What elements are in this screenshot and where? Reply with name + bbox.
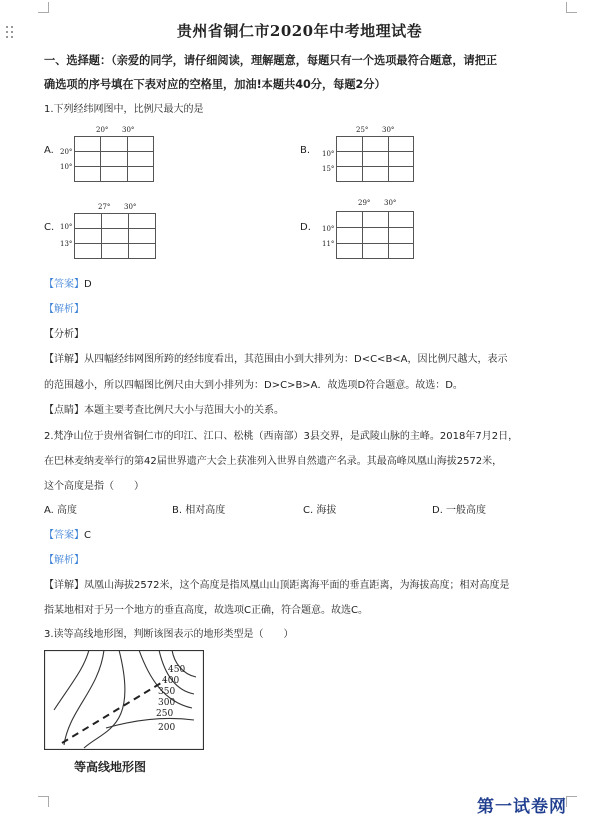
grid-left-label: 15°	[322, 165, 335, 173]
lat-lon-grid	[336, 136, 414, 182]
option-a: A. 高度	[44, 505, 78, 516]
detail-text: 凤凰山海拔2572米，这个高度是指凤凰山山顶距离海平面的垂直距离，为海拔高度；相对高度是	[84, 580, 510, 591]
detail-line-1	[44, 348, 574, 371]
section-heading-line1: 一、选择题：（亲爱的同学，请仔细阅读，理解题意，每题只有一个选项最符合题意，请把正	[44, 54, 498, 67]
page-title: 贵州省铜仁市2020年中考地理试卷	[176, 22, 423, 40]
option-a-label: A.	[44, 145, 54, 156]
grid-map-d	[318, 199, 418, 263]
option-d: D. 一般高度	[432, 505, 487, 516]
answer-tag: 【答案】	[44, 530, 84, 541]
contour-label: 300	[158, 698, 176, 708]
contour-label: 250	[156, 709, 174, 719]
grid-map-a	[60, 126, 160, 186]
contour-label: 400	[162, 676, 180, 686]
grid-map-c	[60, 203, 160, 263]
contour-label: 350	[158, 687, 176, 697]
detail-line-2: 指某地相对于另一个地方的垂直高度，故选项C正确，符合题意。故选C。	[44, 605, 368, 616]
answer-tag: 【答案】	[44, 279, 84, 290]
detail-tag: 【详解】	[44, 580, 84, 591]
grid-top-label: 27°	[98, 203, 111, 211]
grid-left-label: 20°	[60, 148, 73, 156]
watermark-logo: 第一试卷网	[477, 797, 567, 817]
contour-label: 450	[168, 665, 186, 675]
grid-left-label: 10°	[60, 223, 73, 231]
detail-text: 从四幅经纬网图所跨的经纬度看出，其范围由小到大排列为：D<C<B<A，因比例尺越大，表示	[84, 354, 508, 365]
lat-lon-grid	[336, 211, 414, 259]
grid-top-label: 29°	[358, 199, 371, 207]
grid-left-label: 10°	[60, 163, 73, 171]
grid-left-label: 13°	[60, 240, 73, 248]
fenxi-tag: 【分析】	[44, 329, 84, 340]
grid-top-label: 30°	[382, 126, 395, 134]
tip-tag: 【点睛】	[44, 405, 84, 416]
figure-caption: 等高线地形图	[74, 760, 147, 774]
option-b-label: B.	[300, 145, 311, 156]
contour-label: 200	[158, 723, 176, 733]
answer-line	[44, 524, 574, 547]
option-d-label: D.	[300, 222, 311, 233]
page-corner-mark	[38, 2, 49, 13]
option-c: C. 海拔	[303, 505, 337, 516]
grid-top-label: 30°	[122, 126, 135, 134]
detail-line-1	[44, 574, 574, 597]
lat-lon-grid	[74, 136, 154, 182]
grid-left-label: 10°	[322, 150, 335, 158]
page-corner-mark	[38, 796, 49, 807]
question-2-stem-3: 这个高度是指（ ）	[44, 481, 144, 492]
grid-left-label: 11°	[322, 240, 335, 248]
grid-left-label: 10°	[322, 225, 335, 233]
jiexi-tag: 【解析】	[44, 304, 84, 315]
option-c-label: C.	[44, 222, 55, 233]
question-2-stem-2: 在巴林麦纳麦举行的第42届世界遗产大会上获准列入世界自然遗产名录。其最高峰凤凰山海拔2572米，	[44, 456, 503, 467]
jiexi-tag: 【解析】	[44, 555, 84, 566]
grid-map-b	[318, 126, 418, 186]
contour-map	[44, 650, 204, 750]
question-2-stem-1: 2.梵净山位于贵州省铜仁市的印江、江口、松桃（西南部）3县交界，是武陵山脉的主峰。2018年7月2日，	[44, 431, 519, 442]
grid-top-label: 30°	[124, 203, 137, 211]
tip-text: 本题主要考查比例尺大小与范围大小的关系。	[84, 405, 284, 416]
answer-line	[44, 273, 574, 296]
grid-top-label: 30°	[384, 199, 397, 207]
detail-tag: 【详解】	[44, 354, 84, 365]
grid-top-label: 20°	[96, 126, 109, 134]
question-1-stem: 1.下列经纬网图中，比例尺最大的是	[44, 104, 204, 115]
answer-value: C	[84, 530, 91, 541]
answer-value: D	[84, 279, 92, 290]
tip-line	[44, 399, 574, 422]
detail-line-2: 的范围越小，所以四幅图比例尺由大到小排列为：D>C>B>A．故选项D符合题意。故选：D。	[44, 380, 463, 391]
page-corner-mark	[566, 2, 577, 13]
question-3-stem: 3.读等高线地形图，判断该图表示的地形类型是（ ）	[44, 629, 294, 640]
grid-top-label: 25°	[356, 126, 369, 134]
lat-lon-grid	[74, 213, 156, 259]
page-corner-mark	[566, 796, 577, 807]
section-heading-line2: 确选项的序号填在下表对应的空格里，加油!本题共40分，每题2分）	[44, 78, 386, 91]
option-b: B. 相对高度	[172, 505, 226, 516]
